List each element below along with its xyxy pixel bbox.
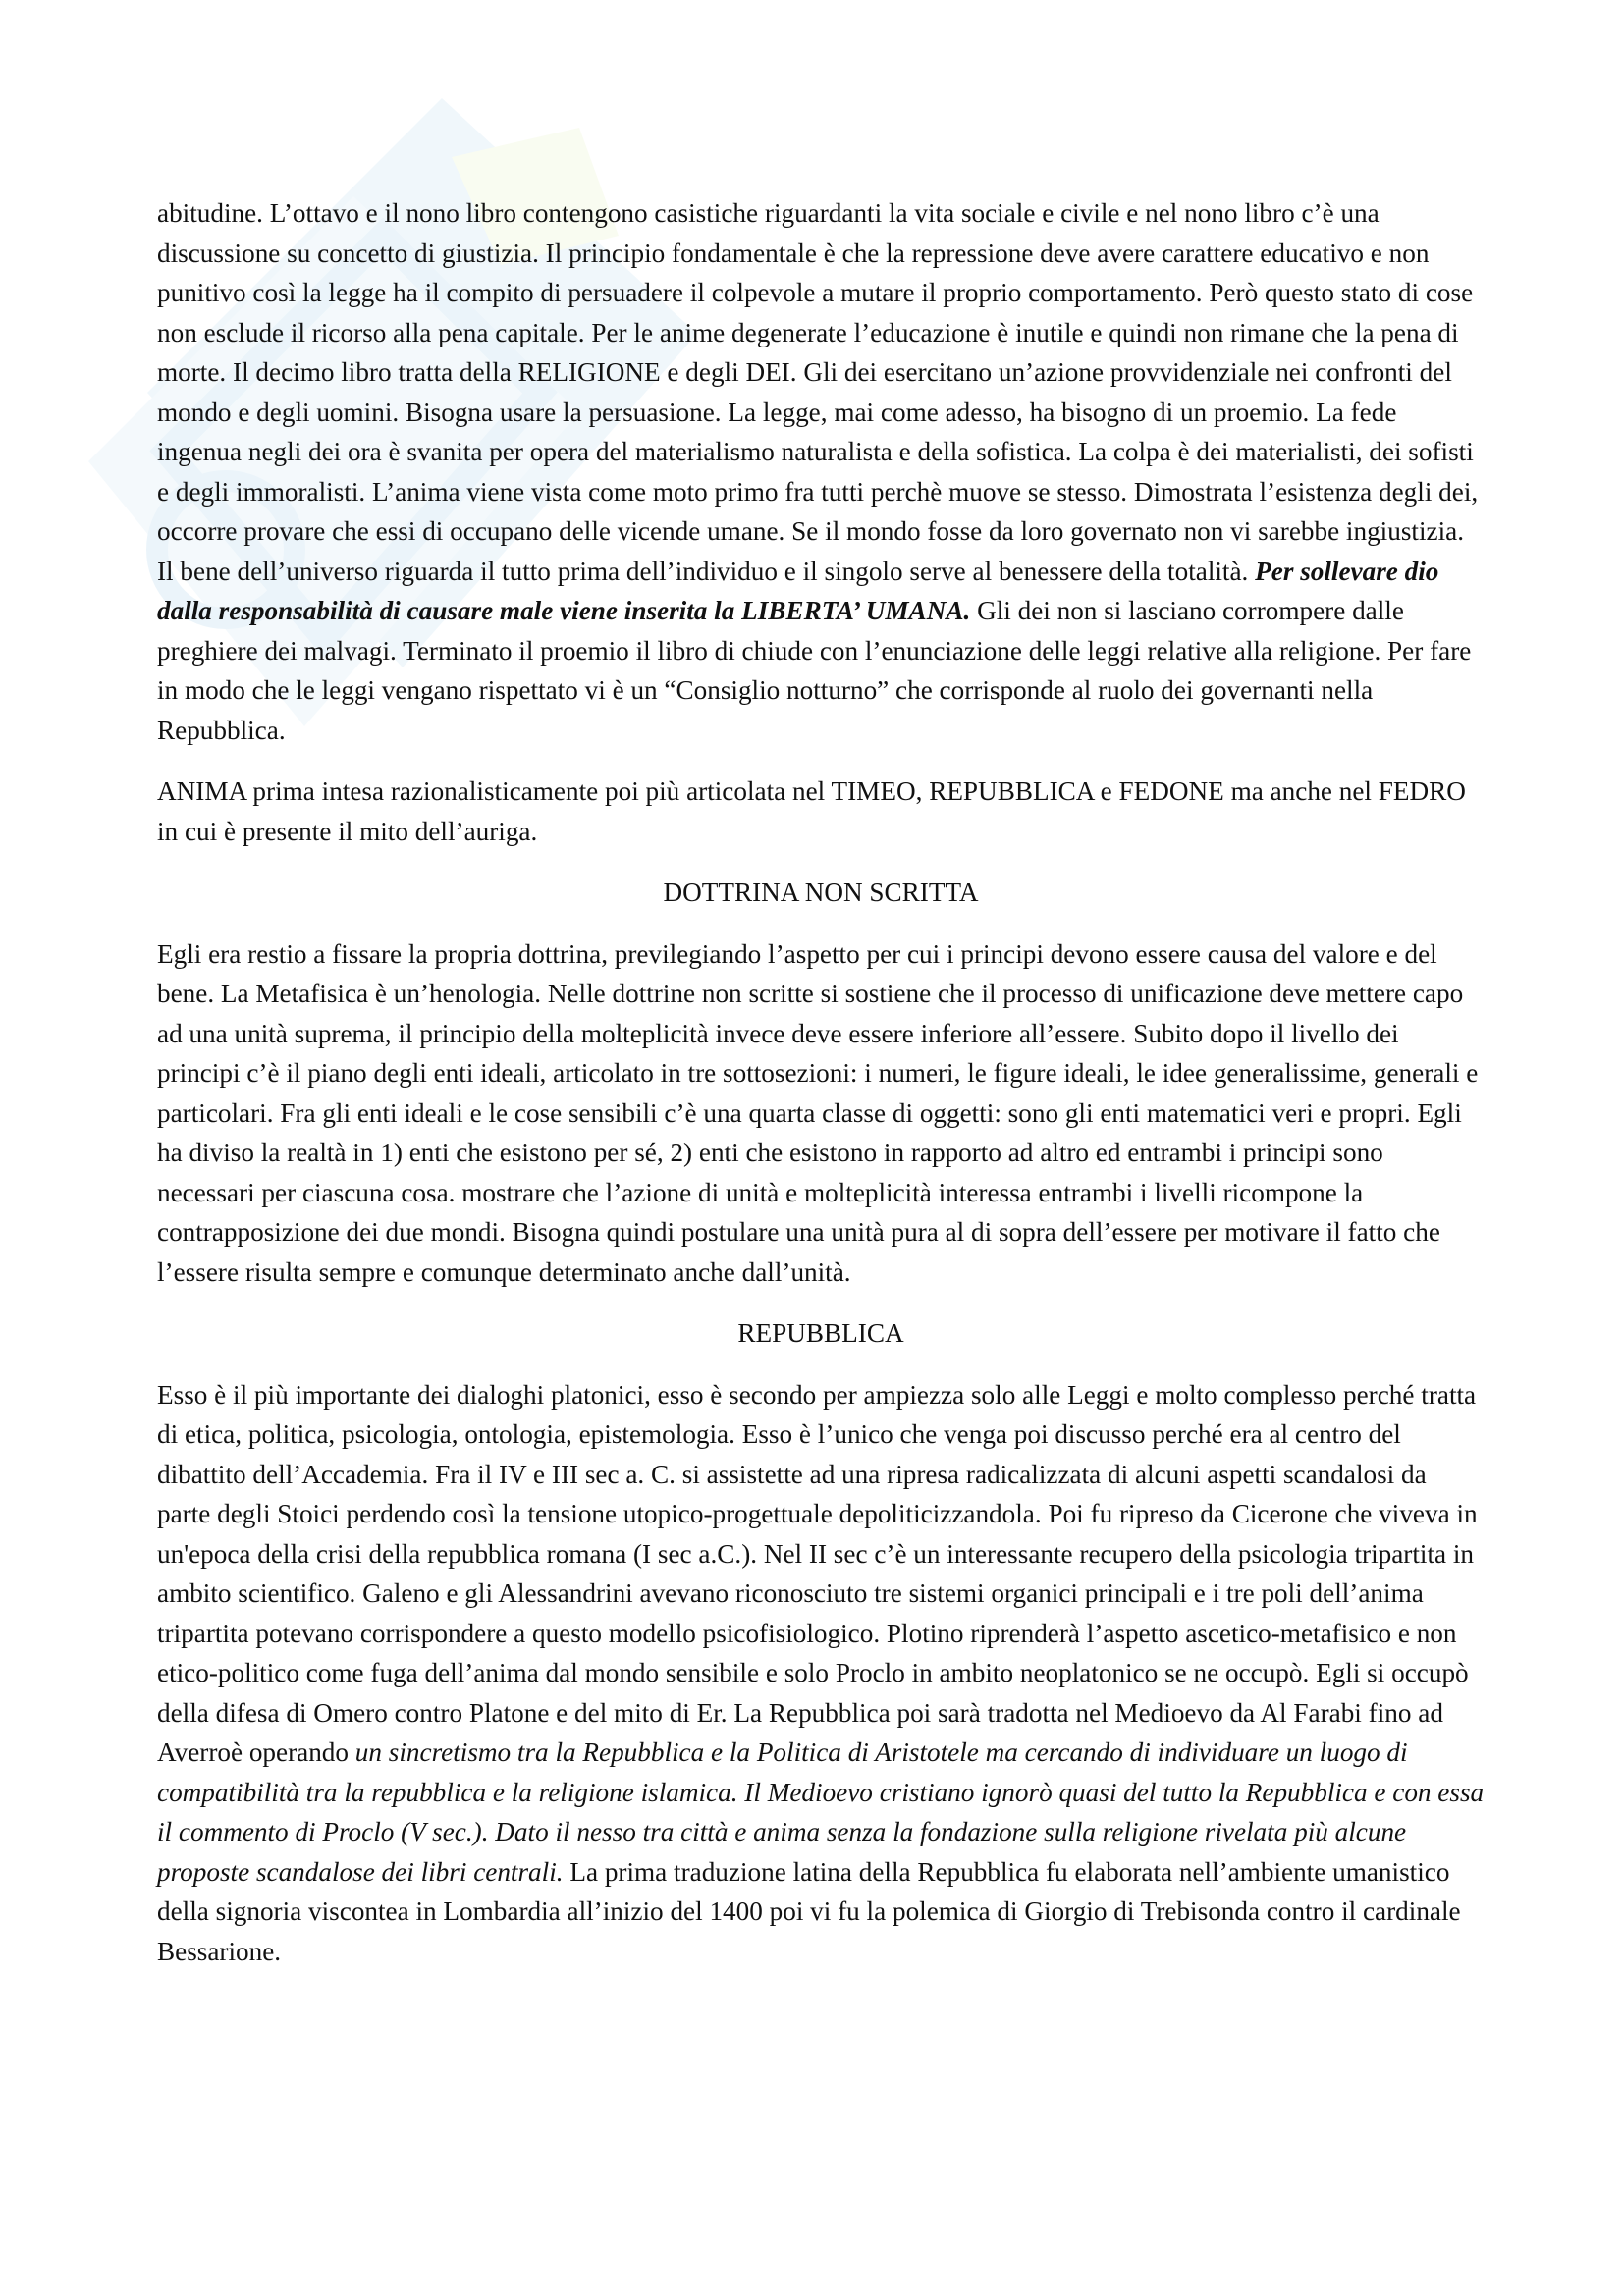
paragraph-leggi <box>157 193 1485 750</box>
paragraph-repubblica <box>157 1375 1485 1972</box>
paragraph-leggi-text-2: Gli dei non si lasciano corrompere dalle preghiere dei malvagi. Terminato il proemio il libro di chiude con l’enunciazione delle leggi relative alla religione. Per fare in modo che le leggi vengano rispettato vi è un “Consiglio notturno” che corrisponde al ruolo dei governanti nella Repubblica. <box>157 596 1472 745</box>
paragraph-leggi-text-1: abitudine. L’ottavo e il nono libro contengono casistiche riguardanti la vita sociale e civile e nel nono libro c’è una discussione su concetto di giustizia. Il principio fondamentale è che la repressione deve avere carattere educativo e non punitivo così la legge ha il compito di persuadere il colpevole a mutare il proprio comportamento. Però questo stato di cose non esclude il ricorso alla pena capitale. Per le anime degenerate l’educazione è inutile e quindi non rimane che la pena di morte. Il decimo libro tratta della RELIGIONE e degli DEI. Gli dei esercitano un’azione provvidenziale nei confronti del mondo e degli uomini. Bisogna usare la persuasione. La legge, mai come adesso, ha bisogno di un proemio. La fede ingenua negli dei ora è svanita per opera del materialismo naturalista e della sofistica. La colpa è dei materialisti, dei sofisti e degli immoralisti. L’anima viene vista come moto primo fra tutti perchè muove se stesso. Dimostrata l’esistenza degli dei, occorre provare che essi di occupano delle vicende umane. Se il mondo fosse da loro governato non vi sarebbe ingiustizia. Il bene dell’universo riguarda il tutto prima dell’individuo e il singolo serve al benessere della totalità. <box>157 198 1479 586</box>
paragraph-repubblica-text-1: Esso è il più importante dei dialoghi platonici, esso è secondo per ampiezza solo alle Leggi e molto complesso perché tratta di etica, politica, psicologia, ontologia, epistemologia. Esso è l’unico che venga poi discusso perché era al centro del dibattito dell’Accademia. Fra il IV e III sec a. C. si assistette ad una ripresa radicalizzata di alcuni aspetti scandalosi da parte degli Stoici perdendo così la tensione utopico-progettuale depoliticizzandola. Poi fu ripreso da Cicerone che viveva in un'epoca della crisi della repubblica romana (I sec a.C.). Nel II sec c’è un interessante recupero della psicologia tripartita in ambito scientifico. Galeno e gli Alessandrini avevano riconosciuto tre sistemi organici principali e i tre poli dell’anima tripartita potevano corrispondere a questo modello psicofisiologico. Plotino riprenderà l’aspetto ascetico-metafisico e non etico-politico come fuga dell’anima dal mondo sensibile e solo Proclo in ambito neoplatonico se ne occupò. Egli si occupò della difesa di Omero contro Platone e del mito di Er. La Repubblica poi sarà tradotta nel Medioevo da Al Farabi fino ad Averroè operando <box>157 1379 1478 1767</box>
heading-dottrina-non-scritta: DOTTRINA NON SCRITTA <box>663 878 979 907</box>
heading-repubblica: REPUBBLICA <box>737 1318 904 1348</box>
paragraph-leggi-emphasis: Per sollevare dio dalla responsabilità di causare male viene inserita la LIBERTA’ UMANA. <box>157 556 1439 625</box>
paragraph-dottrina: Egli era restio a fissare la propria dottrina, previlegiando l’aspetto per cui i principi devono essere causa del valore e del bene. La Metafisica è un’henologia. Nelle dottrine non scritte si sostiene che il processo di unificazione deve mettere capo ad una unità suprema, il principio della molteplicità invece deve essere inferiore all’essere. Subito dopo il livello dei principi c’è il piano degli enti ideali, articolato in tre sottosezioni: i numeri, le figure ideali, le idee generalissime, generali e particolari. Fra gli enti ideali e le cose sensibili c’è una quarta classe di oggetti: sono gli enti matematici veri e propri. Egli ha diviso la realtà in 1) enti che esistono per sé, 2) enti che esistono in rapporto ad altro ed entrambi i principi sono necessari per ciascuna cosa. mostrare che l’azione di unità e molteplicità interessa entrambi i livelli ricompone la contrapposizione dei due mondi. Bisogna quindi postulare una unità pura al di sopra dell’essere per motivare il fatto che l’essere risulta sempre e comunque determinato anche dall’unità. <box>157 938 1479 1287</box>
document-page <box>157 193 1485 1971</box>
paragraph-repubblica-italic: un sincretismo tra la Repubblica e la Politica di Aristotele ma cercando di individuare un luogo di compatibilità tra la repubblica e la religione islamica. Il Medioevo cristiano ignorò quasi del tutto la Repubblica e con essa il commento di Proclo (V sec.). Dato il nesso tra città e anima senza la fondazione sulla religione rivelata più alcune proposte scandalose dei libri centrali. <box>157 1737 1485 1887</box>
paragraph-repubblica-text-2: La prima traduzione latina della Repubblica fu elaborata nell’ambiente umanistico della signoria viscontea in Lombardia all’inizio del 1400 poi vi fu la polemica di Giorgio di Trebisonda contro il cardinale Bessarione. <box>157 1856 1461 1966</box>
paragraph-anima: ANIMA prima intesa razionalisticamente poi più articolata nel TIMEO, REPUBBLICA e FEDONE ma anche nel FEDRO in cui è presente il mito dell’auriga. <box>157 776 1466 846</box>
